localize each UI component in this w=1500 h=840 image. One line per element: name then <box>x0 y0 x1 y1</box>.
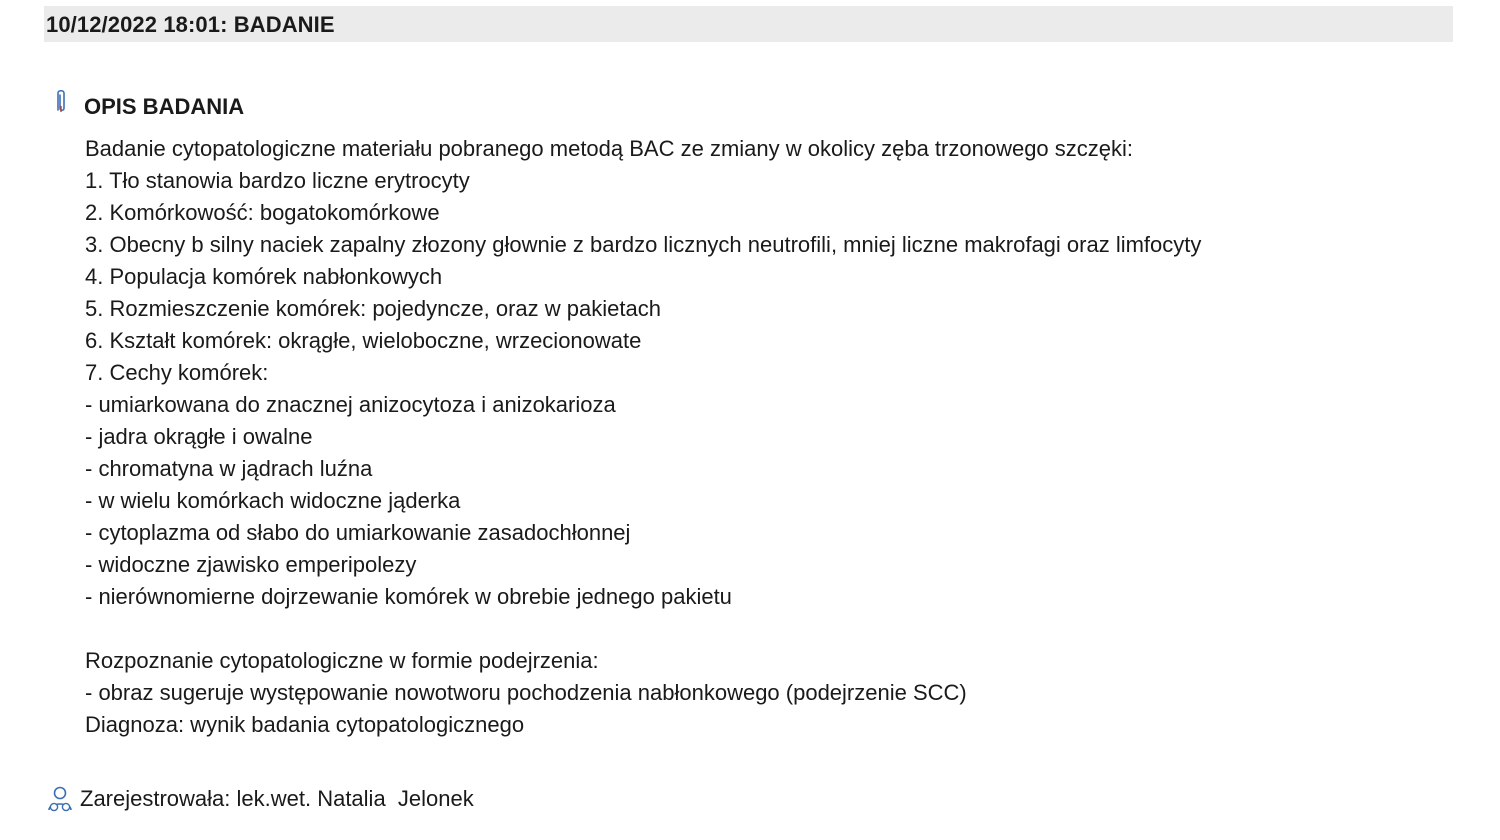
exam-description <box>85 133 1485 741</box>
description-line: - jadra okrągłe i owalne <box>85 424 313 449</box>
description-line: - widoczne zjawisko emperipolezy <box>85 552 417 577</box>
diagnosis-line: Diagnoza: wynik badania cytopatologicznego <box>85 712 525 737</box>
description-line: - w wielu komórkach widoczne jąderka <box>85 488 461 513</box>
description-line: 7. Cechy komórek: <box>85 360 269 385</box>
entry-header <box>44 6 1453 42</box>
description-line: 5. Rozmieszczenie komórek: pojedyncze, oraz w pakietach <box>85 296 661 321</box>
description-line: 4. Populacja komórek nabłonkowych <box>85 264 443 289</box>
paragraph-gap <box>85 613 1485 645</box>
registration-footer <box>46 783 474 815</box>
user-icon <box>46 785 74 813</box>
description-line: 1. Tło stanowia bardzo liczne erytrocyty <box>85 168 470 193</box>
description-line: 3. Obecny b silny naciek zapalny złozony głownie z bardzo licznych neutrofili, mniej liczne makrofagi oraz limfocyty <box>85 232 1202 257</box>
paperclip-icon <box>54 88 68 114</box>
registered-by: Zarejestrowała: lek.wet. Natalia Jelonek <box>80 786 474 811</box>
diagnosis-line: Rozpoznanie cytopatologiczne w formie podejrzenia: <box>85 648 599 673</box>
description-line: - chromatyna w jądrach luźna <box>85 456 373 481</box>
diagnosis-line: - obraz sugeruje występowanie nowotworu pochodzenia nabłonkowego (podejrzenie SCC) <box>85 680 967 705</box>
description-line: - umiarkowana do znacznej anizocytoza i anizokarioza <box>85 392 616 417</box>
description-line: - cytoplazma od słabo do umiarkowanie zasadochłonnej <box>85 520 631 545</box>
description-line: - nierównomierne dojrzewanie komórek w obrebie jednego pakietu <box>85 584 732 609</box>
description-line: 2. Komórkowość: bogatokomórkowe <box>85 200 440 225</box>
entry-title: 10/12/2022 18:01: BADANIE <box>46 12 335 37</box>
description-line: 6. Kształt komórek: okrągłe, wieloboczne, wrzecionowate <box>85 328 642 353</box>
section-title: OPIS BADANIA <box>84 94 245 119</box>
description-line: Badanie cytopatologiczne materiału pobranego metodą BAC ze zmiany w okolicy zęba trzonowego szczęki: <box>85 136 1134 161</box>
